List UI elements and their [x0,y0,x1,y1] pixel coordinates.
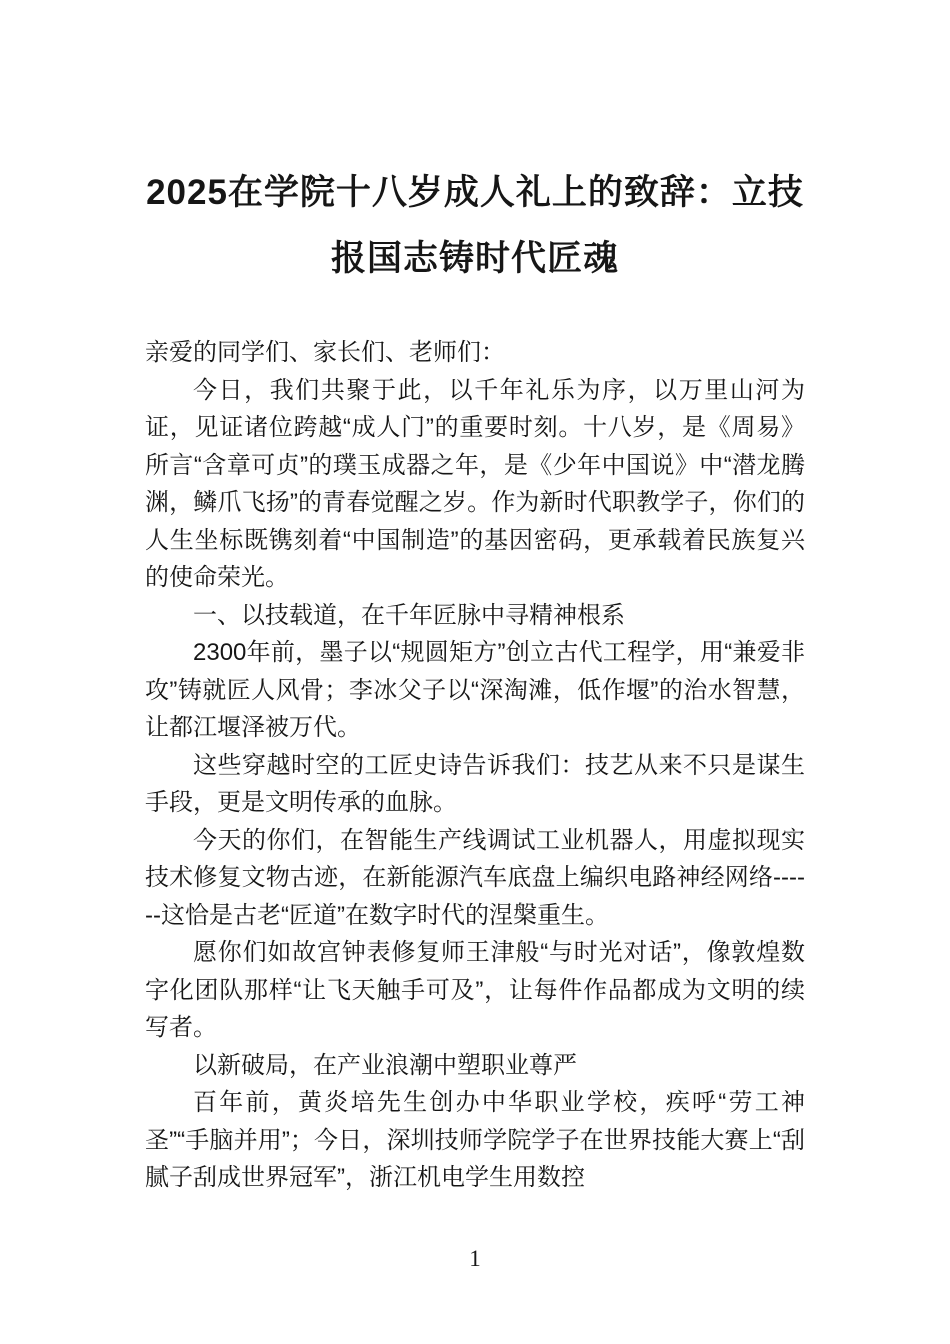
paragraph: 今日，我们共聚于此，以千年礼乐为序，以万里山河为证，见证诸位跨越“成人门”的重要时刻。十八岁，是《周易》所言“含章可贞”的璞玉成器之年，是《少年中国说》中“潜龙腾渊，鳞爪飞扬”的青春觉醒之岁。作为新时代职教学子，你们的人生坐标既镌刻着“中国制造”的基因密码，更承载着民族复兴的使命荣光。 [145,376,805,591]
paragraph: 今天的你们，在智能生产线调试工业机器人，用虚拟现实技术修复文物古迹，在新能源汽车底盘上编织电路神经网络------这恰是古老“匠道”在数字时代的涅槃重生。 [145,826,805,929]
page-number: 1 [469,1246,481,1271]
paragraph: 2300年前，墨子以“规圆矩方”创立古代工程学，用“兼爱非攻”铸就匠人风骨；李冰父子以“深淘滩，低作堰”的治水智慧，让都江堰泽被万代。 [145,639,805,741]
paragraph: 这些穿越时空的工匠史诗告诉我们：技艺从来不只是谋生手段，更是文明传承的血脉。 [145,751,805,816]
paragraph: 亲爱的同学们、家长们、老师们： [145,339,505,366]
section-heading: 以新破局，在产业浪潮中塑职业尊严 [193,1051,577,1079]
section-heading: 一、以技载道，在千年匠脉中寻精神根系 [193,601,625,629]
document-title: 2025在学院十八岁成人礼上的致辞：立技报国志铸时代匠魂 [146,173,804,278]
paragraph: 愿你们如故宫钟表修复师王津般“与时光对话”，像敦煌数字化团队那样“让飞天触手可及”，让每件作品都成为文明的续写者。 [145,939,805,1041]
document-body [145,334,805,1197]
paragraph: 百年前，黄炎培先生创办中华职业学校，疾呼“劳工神圣”“手脑并用”；今日，深圳技师学院学子在世界技能大赛上“刮腻子刮成世界冠军”，浙江机电学生用数控 [145,1089,805,1191]
